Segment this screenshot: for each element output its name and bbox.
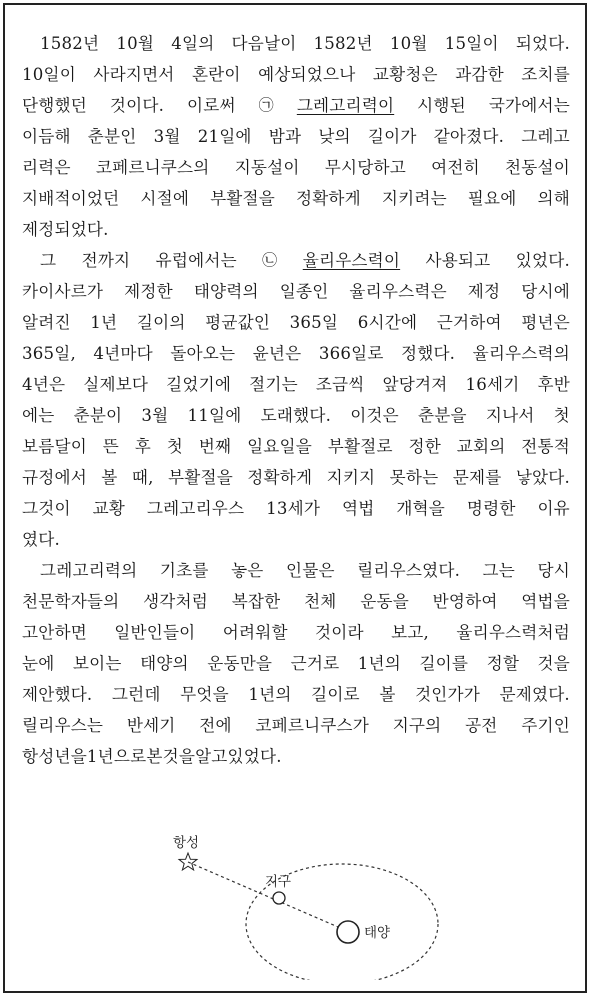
word: 볼 [101, 468, 118, 487]
word: 그 [40, 251, 57, 270]
word: 정할 [486, 654, 520, 673]
word: 본 [146, 747, 163, 766]
word: 규정에서 [22, 468, 87, 487]
star-icon [179, 853, 197, 870]
word: 3월 [141, 406, 169, 425]
earth-label: 지구 [265, 874, 292, 890]
word: 길이로 [311, 685, 360, 704]
text-line [22, 369, 570, 400]
word: 조금씩 [315, 375, 365, 394]
word: 1년으로 [86, 747, 147, 766]
word: 1년 [90, 313, 118, 332]
word: 지동설이 [234, 158, 300, 177]
word: 길이를 [419, 654, 469, 673]
word: 16세기 [465, 375, 520, 394]
word: 못하는 [389, 468, 439, 487]
text-line [22, 276, 570, 307]
word: 카이사르가 [22, 282, 104, 301]
word: 있었다. [227, 747, 282, 766]
word: 정했다. [400, 344, 456, 363]
word: 11일에 [187, 406, 242, 425]
orbit-diagram [0, 820, 592, 980]
word: 3월 [153, 127, 181, 146]
text-line [22, 245, 570, 276]
word: 제안했다. [22, 685, 93, 704]
word: 율리우스력은 [349, 282, 447, 301]
word: 10일이 [22, 65, 76, 84]
marker-symbol: ㉡ [262, 251, 278, 269]
word: 다음날이 [231, 34, 297, 53]
word: 릴리우스는 [22, 716, 104, 735]
word: 정확하게 [295, 189, 361, 208]
word: 놓은 [231, 561, 264, 580]
sun-label: 태양 [364, 925, 391, 941]
word: 반영하여 [432, 592, 498, 611]
word: 돌아오는 [170, 344, 236, 363]
word: 낮의 [318, 127, 351, 146]
text-line [22, 555, 570, 586]
text-line [22, 462, 570, 493]
word: 였다. [22, 530, 60, 549]
word: 기초를 [159, 561, 209, 580]
word: 길이의 [136, 313, 186, 332]
word: 조치를 [521, 65, 570, 84]
word: 번째 [198, 437, 232, 456]
text-line [22, 679, 570, 710]
word: 지키려는 [381, 189, 447, 208]
word: 주기인 [521, 716, 570, 735]
text-line [22, 307, 570, 338]
word: 근거하여 [436, 313, 502, 332]
word: 문제를 [452, 468, 502, 487]
passage-text [22, 28, 570, 772]
word: 같아졌다. [433, 127, 505, 146]
word: 것이라 [315, 623, 364, 642]
word: 절기는 [249, 375, 298, 394]
word: 1582년 [40, 34, 100, 53]
word: 지키지 [326, 468, 376, 487]
word: 에는 [22, 406, 55, 425]
word: 일종인 [279, 282, 329, 301]
marker-symbol: ㉠ [258, 96, 274, 114]
word: 공전 [465, 716, 498, 735]
word: 교황청은 [372, 65, 438, 84]
word: 평균값인 [205, 313, 271, 332]
word: 운동을 [360, 592, 409, 611]
word: 첫 [166, 437, 184, 456]
word: 1년의 [248, 685, 292, 704]
word: 의해 [537, 189, 570, 208]
word: 이듬해 [22, 127, 71, 146]
word: 365일, [22, 344, 76, 363]
word: 정확하게 [247, 468, 313, 487]
word: 앞당겨져 [382, 375, 448, 394]
word: 역법을 [521, 592, 570, 611]
text-line [22, 183, 570, 214]
word: 15일이 [444, 34, 499, 53]
word: 알고 [195, 747, 228, 766]
word: 반세기 [126, 716, 176, 735]
word: 첫 [553, 406, 570, 425]
word: 정한 [408, 437, 441, 456]
text-line [22, 710, 570, 741]
word: 것을 [162, 747, 196, 766]
word: 그레고 [521, 127, 570, 146]
word: 1582년 [313, 34, 373, 53]
word: 그레고리력의 [40, 561, 138, 580]
word: 21일에 [197, 127, 252, 146]
word: 시절에 [140, 189, 190, 208]
word: 예상되었으나 [258, 65, 356, 84]
text-line [22, 586, 570, 617]
text-line [22, 493, 570, 524]
word: 이유 [537, 499, 570, 518]
word: 후반 [537, 375, 570, 394]
word: 지나서 [485, 406, 535, 425]
word: 일반인들이 [114, 623, 196, 642]
word: 366일로 [318, 344, 384, 363]
word: 춘분을 [418, 406, 467, 425]
word: 그런데 [111, 685, 161, 704]
word: 있었다. [515, 251, 570, 270]
word: 제정한 [124, 282, 173, 301]
word: 사라지면서 [93, 65, 175, 84]
word: 후 [134, 437, 151, 456]
text-line [22, 400, 570, 431]
word: 볼 [379, 685, 396, 704]
word: 것인가가 [415, 685, 480, 704]
text-line [22, 741, 570, 772]
word: 코페르니쿠스의 [95, 158, 210, 177]
word: 이것은 [350, 406, 399, 425]
text-line [22, 121, 570, 152]
word: 사용되고 [425, 251, 491, 270]
word: 항성년을 [22, 747, 87, 766]
text-line [22, 338, 570, 369]
word: 리력은 [22, 158, 71, 177]
word: 것이다. [109, 96, 165, 115]
word: 길었기에 [166, 375, 232, 394]
word: 13세가 [266, 499, 321, 518]
star-label: 항성 [173, 835, 200, 851]
word: 뜬 [102, 437, 119, 456]
word: 낳았다. [515, 468, 570, 487]
text-line [22, 90, 570, 121]
word: 것을 [537, 654, 570, 673]
word: 고안하면 [22, 623, 87, 642]
word: 눈에 [22, 654, 55, 673]
word: 보고, [391, 623, 430, 642]
word: 단행했던 [22, 96, 87, 115]
word: 당시 [537, 561, 570, 580]
word: 필요에 [467, 189, 517, 208]
underlined-term: 율리우스력이 [302, 251, 401, 270]
word: 그는 [482, 561, 516, 580]
earth-icon [273, 892, 285, 904]
word: 평년은 [521, 313, 570, 332]
word: 명령한 [466, 499, 516, 518]
word: 운동만을 [207, 654, 273, 673]
word: 코페르니쿠스가 [255, 716, 369, 735]
word: 춘분인 [87, 127, 137, 146]
word: 생각처럼 [143, 592, 208, 611]
word: 10월 [389, 34, 428, 53]
word: 365일 [289, 313, 339, 332]
word: 6시간에 [357, 313, 418, 332]
word: 10월 [116, 34, 155, 53]
underlined-term: 그레고리력이 [296, 96, 395, 115]
word: 보이는 [72, 654, 122, 673]
text-line [22, 648, 570, 679]
word: 교회의 [456, 437, 506, 456]
word: 윤년은 [252, 344, 302, 363]
text-line [22, 431, 570, 462]
word: 일요일을 [247, 437, 312, 456]
word: 그레고리우스 [146, 499, 245, 518]
word: 율리우스력처럼 [456, 623, 570, 642]
word: 혼란이 [191, 65, 241, 84]
text-line [22, 28, 570, 59]
word: 부활절을 [168, 468, 233, 487]
word: 태양의 [140, 654, 189, 673]
word: 1년의 [357, 654, 401, 673]
word: 4일의 [171, 34, 215, 53]
word: 지배적이었던 [22, 189, 120, 208]
word: 전통적 [521, 437, 570, 456]
sun-icon [337, 921, 359, 943]
word: 보름달이 [22, 437, 87, 456]
word: 문제였다. [499, 685, 570, 704]
text-line [22, 617, 570, 648]
word: 태양력의 [193, 282, 259, 301]
word: 전에 [199, 716, 232, 735]
word: 무엇을 [180, 685, 229, 704]
word: 도래했다. [260, 406, 332, 425]
word: 무시당하고 [324, 158, 406, 177]
word: 그것이 [22, 499, 71, 518]
text-line [22, 524, 570, 555]
word: 길이가 [367, 127, 417, 146]
word: 되었다. [515, 34, 570, 53]
word: 어려워할 [222, 623, 288, 642]
word: 근거로 [290, 654, 340, 673]
word: 여전히 [431, 158, 480, 177]
word: 유럽에서는 [155, 251, 237, 270]
word: 전까지 [81, 251, 131, 270]
word: 천동설이 [505, 158, 570, 177]
word: 인물은 [286, 561, 335, 580]
word: 4년마다 [93, 344, 153, 363]
text-line [22, 59, 570, 90]
word: 부활절로 [327, 437, 393, 456]
word: 지구의 [392, 716, 442, 735]
word: 국가에서는 [488, 96, 570, 115]
word: 당시에 [521, 282, 570, 301]
word: 부활절을 [210, 189, 275, 208]
text-line [22, 152, 570, 183]
word: 천문학자들의 [22, 592, 120, 611]
word: 복잡한 [231, 592, 281, 611]
word: 때, [131, 468, 154, 487]
word: 이로써 [187, 96, 236, 115]
word: 춘분이 [73, 406, 123, 425]
word: 교황 [92, 499, 126, 518]
word: 개혁을 [396, 499, 446, 518]
word: 실제보다 [83, 375, 149, 394]
word: 천체 [304, 592, 337, 611]
word: 율리우스력의 [472, 344, 570, 363]
word: 시행된 [417, 96, 466, 115]
word: 릴리우스였다. [357, 561, 461, 580]
word: 제정 [467, 282, 501, 301]
word: 알려진 [22, 313, 71, 332]
word: 역법 [341, 499, 375, 518]
word: 과감한 [455, 65, 504, 84]
sightline [188, 862, 345, 930]
word: 4년은 [22, 375, 66, 394]
word: 밤과 [268, 127, 302, 146]
text-line [22, 214, 570, 245]
word: 제정되었다. [22, 220, 109, 239]
